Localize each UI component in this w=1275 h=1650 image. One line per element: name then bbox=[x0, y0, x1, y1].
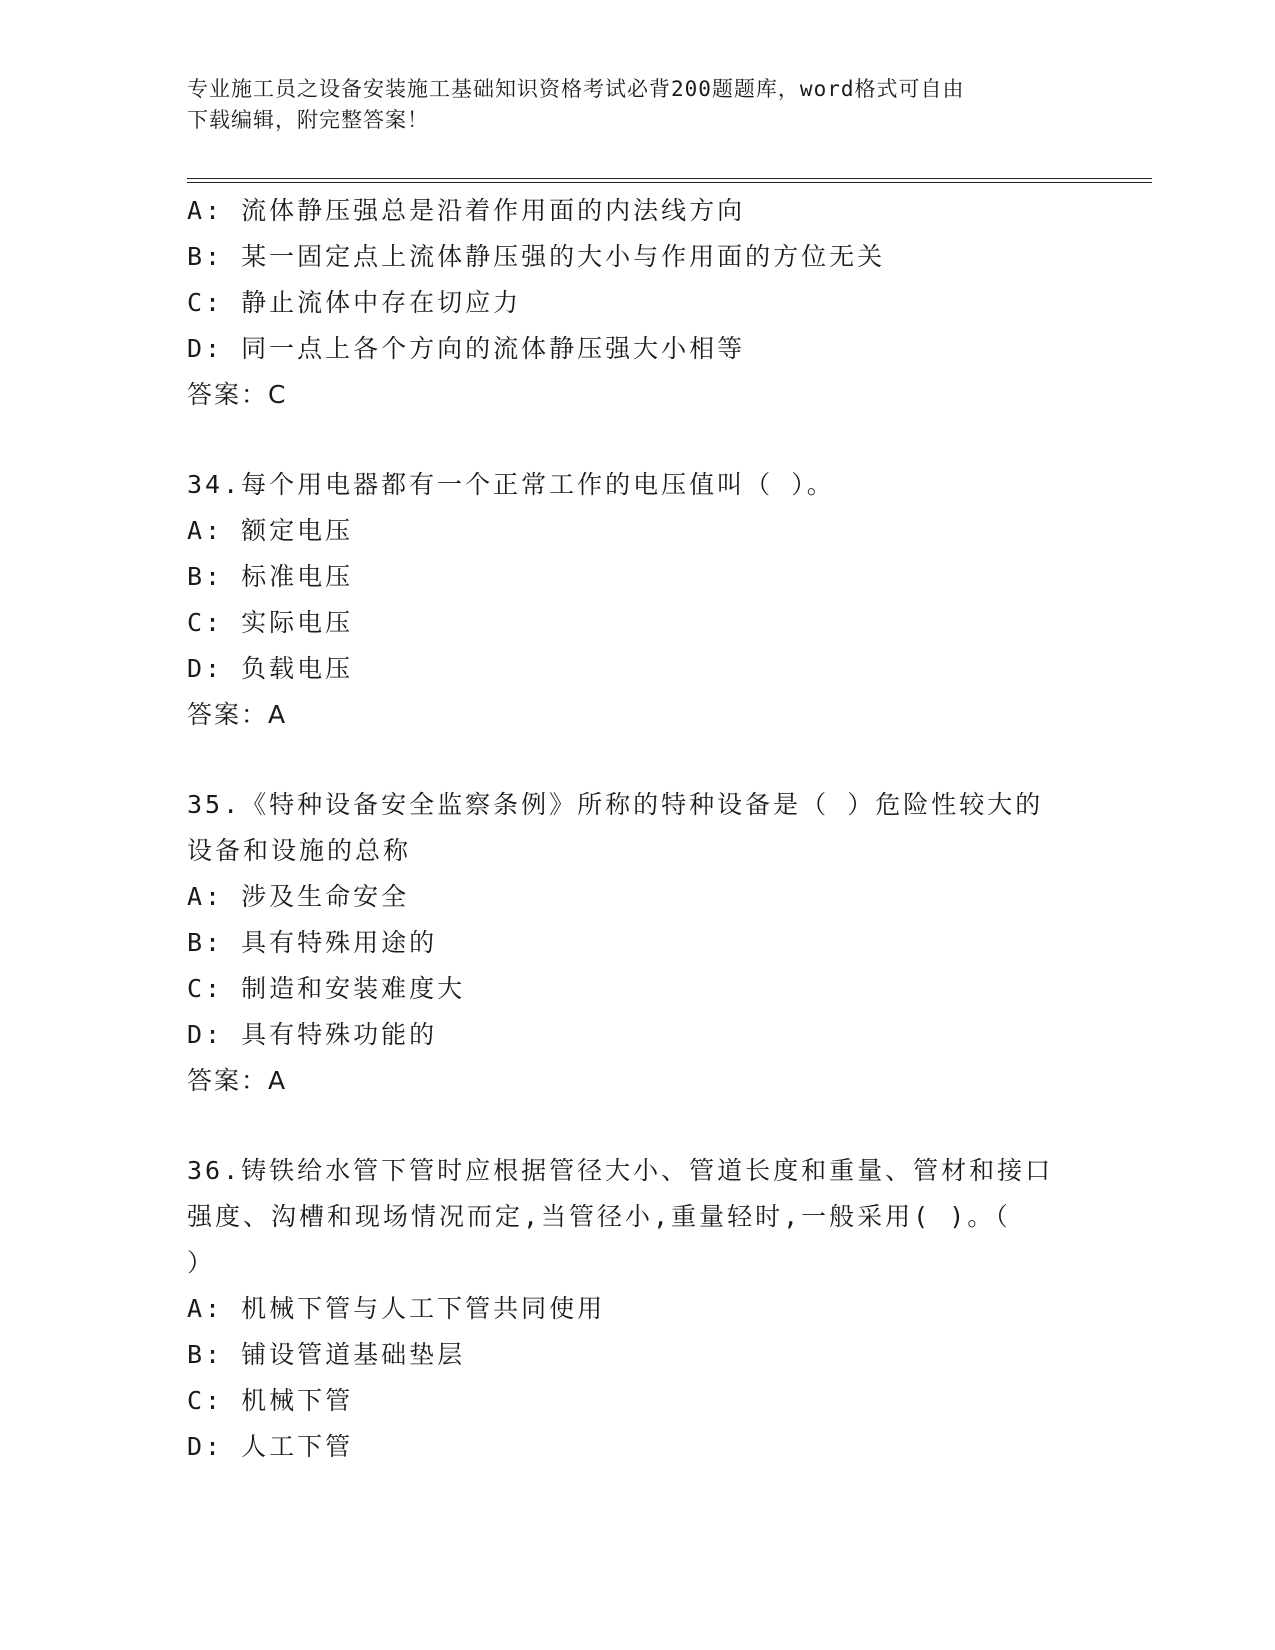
option-d: D: 人工下管 bbox=[187, 1432, 354, 1461]
option-c: C: 实际电压 bbox=[187, 608, 354, 637]
question-list bbox=[187, 188, 1087, 1470]
option-c: C: 机械下管 bbox=[187, 1386, 354, 1415]
option-a: A: 涉及生命安全 bbox=[187, 882, 410, 911]
header-title-line-2: 下载编辑，附完整答案！ bbox=[187, 108, 429, 132]
option-a: A: 额定电压 bbox=[187, 516, 354, 545]
question-stem-line-2: 强度、沟槽和现场情况而定,当管径小,重量轻时,一般采用( )。（ bbox=[187, 1202, 1011, 1231]
answer: 答案：A bbox=[187, 1066, 288, 1095]
option-a: A: 机械下管与人工下管共同使用 bbox=[187, 1294, 606, 1323]
document-header bbox=[187, 74, 1067, 136]
question-35 bbox=[187, 782, 1087, 1104]
answer: 答案：C bbox=[187, 380, 288, 409]
question-stem-line-1: 36.铸铁给水管下管时应根据管径大小、管道长度和重量、管材和接口 bbox=[187, 1156, 1054, 1185]
option-b: B: 铺设管道基础垫层 bbox=[187, 1340, 466, 1369]
option-d: D: 负载电压 bbox=[187, 654, 354, 683]
question-stem-line-1: 35.《特种设备安全监察条例》所称的特种设备是（ ）危险性较大的 bbox=[187, 790, 1044, 819]
option-b: B: 某一固定点上流体静压强的大小与作用面的方位无关 bbox=[187, 242, 886, 271]
option-a: A: 流体静压强总是沿着作用面的内法线方向 bbox=[187, 196, 746, 225]
question-stem-line-2: 设备和设施的总称 bbox=[187, 836, 412, 865]
answer: 答案：A bbox=[187, 700, 288, 729]
question-33 bbox=[187, 188, 1087, 418]
header-title-line-1: 专业施工员之设备安装施工基础知识资格考试必背200题题库，word格式可自由 bbox=[187, 77, 965, 101]
header-divider-top bbox=[187, 178, 1152, 179]
option-b: B: 具有特殊用途的 bbox=[187, 928, 438, 957]
option-b: B: 标准电压 bbox=[187, 562, 354, 591]
question-34 bbox=[187, 462, 1087, 738]
option-d: D: 具有特殊功能的 bbox=[187, 1020, 438, 1049]
header-divider-bottom bbox=[187, 182, 1152, 183]
option-d: D: 同一点上各个方向的流体静压强大小相等 bbox=[187, 334, 746, 363]
question-stem-line-3: ） bbox=[187, 1248, 216, 1277]
option-c: C: 静止流体中存在切应力 bbox=[187, 288, 522, 317]
question-36 bbox=[187, 1148, 1087, 1470]
option-c: C: 制造和安装难度大 bbox=[187, 974, 466, 1003]
question-stem: 34.每个用电器都有一个正常工作的电压值叫（ ）。 bbox=[187, 470, 835, 499]
